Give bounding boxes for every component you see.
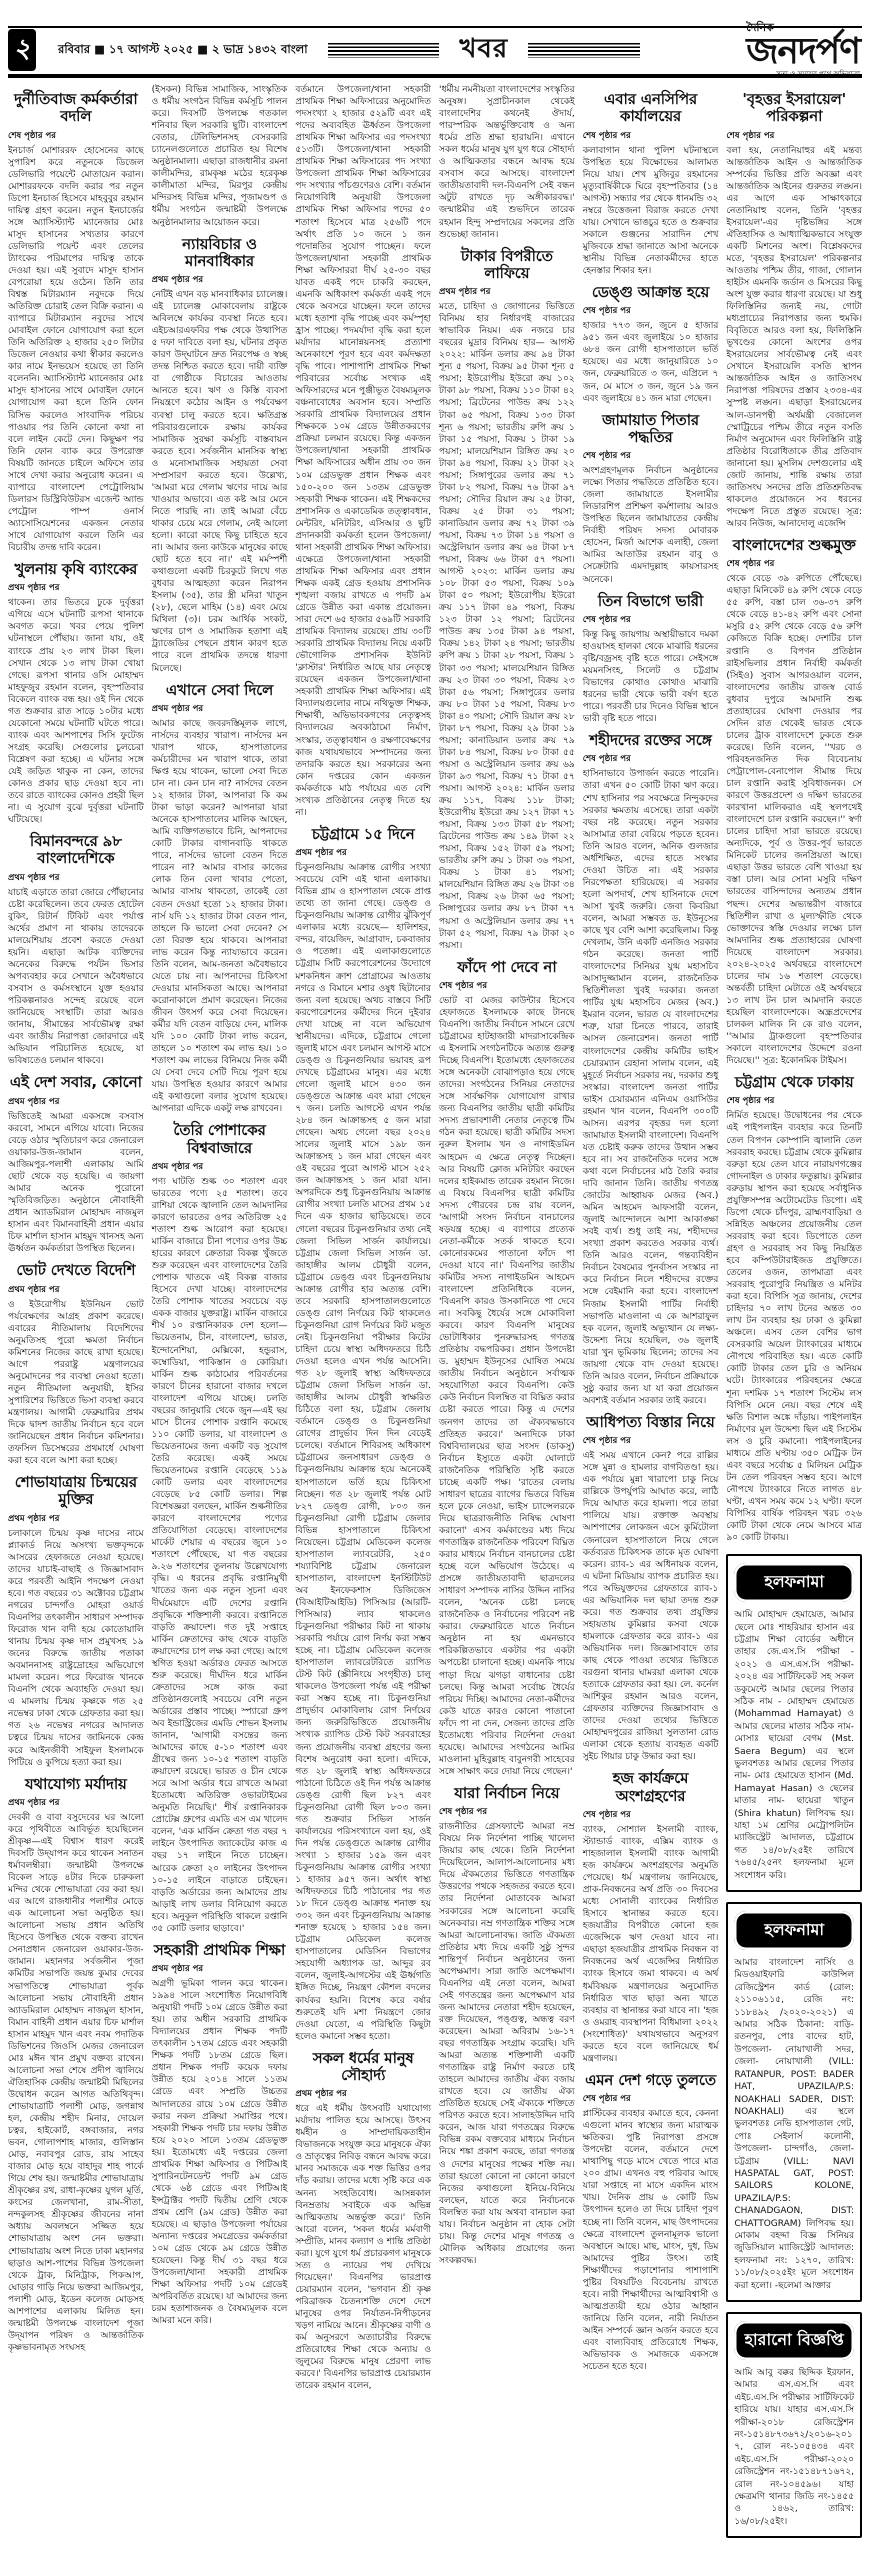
story-body: হাজার ৭৭৩ জন, জুনে ৫ হাজার ৯৫১ জন এবং জুলাইয়ে ১০ হাজার ৬৮৪ জন রোগী হাসপাতালে ভর্তি হয়েছে। এর মধ্যে জানুয়ারিতে ১০ জন, ফেব্রুয়ারিতে ৩ জন, এপ্রিলে ৭ জন, মে মাসে ৩ জন, জুনে ১৯ জন এবং জুলাইয়ে ৪১ জন মারা গেছেন।	[582, 321, 719, 404]
story-body: দেবকী ও বাবা বসুদেবের ঘর আলো করে পৃথিবীতে আবির্ভূত হয়েছিলেন শ্রীকৃষ্ণ—এই বিশ্বাস ধারণ করেই দিবসটি উদ্‌যাপন করে থাকেন সনাতন ধর্মাবলম্বীরা। জন্মাষ্টমী উপলক্ষে বিকেল সাড়ে ৪টার দিকে চারুকলা মন্দির থেকে শোভাযাত্রা বের করা হয়। এর আগে রাজধানীর পলাশীর মোড়ে এক আলোচনা সভা অনুষ্ঠিত হয়। আলোচনা সভায় প্রধান অতিথি হিসেবে উপস্থিত থেকে বক্তব্য রাখেন সেনাপ্রধান জেনারেল ওয়াকার-উজ-জামান। মহানগর সর্বজনীন পূজা কমিটির সভাপতি জয়ন্ত কুমার দেবের সভাপতিত্বে শোভাযাত্রা পূর্বক আলোচনা সভায় নৌবাহিনী প্রধান অ্যাডমিরাল মোহাম্মদ নাজমুল হাসান, বিমান বাহিনী প্রধান এয়ার চিফ মার্শাল হাসান মাহমুদ খান এবং নবম পদাতিক ডিভিশনের জিওসি মেজর জেনারেল মোঃ মঈন খান প্রমুখ বক্তব্য রাখেন। আলোচনা সভা শেষে প্রদীপ জ্বালিয়ে ঐতিহাসিক কেন্দ্রীয় জন্মাষ্টমী মিছিলের উদ্বোধন করেন আগত অতিথিবৃন্দ। শোভাযাত্রাটি পলাশী মোড়, জগন্নাথ হল, কেন্দ্রীয় শহীদ মিনার, দোয়েল চত্বর, হাইকোর্ট, বঙ্গবাজার, নগর ভবন, গোলাপশাহ মাজার, গুলিস্তান মোড়, নবাবপুর রোড, রায় সাহেব বাজার মোড় হয়ে বাহাদুর শাহ পার্কে গিয়ে শেষ হয়। জন্মাষ্টমীর শোভাযাত্রায় শ্রীকৃষ্ণের রথ, রাধা-কৃষ্ণের যুগল মূর্তি, কংসের জেলখানা, রাম-সীতা, নন্দকুলসহ শ্রীকৃষ্ণের জীবনের নানা অধ্যায় অবলম্বনে সজ্জিত হয়ে শোভাযাত্রায় অংশ নেন ভক্তরা। শোভাযাত্রায় অংশ নিতে ঢাকা মহানগর ছাড়াও আশ-পাশের বিভিন্ন উপজেলা থেকে ট্রাক, মিনিট্রাক, পিকআপ, ঘোড়ার গাড়ি নিয়ে ভক্তরা আজিমপুর, পলাশী মোড়, ইডেন কলেজ মোড়সহ আশপাশের এলাকায় মিলিত হন। জন্মাষ্টমী উপলক্ষে বাংলাদেশ পূজা উদ্‌যাপন পরিষদ ও আন্তর্জাতিক কৃষ্ণভাবনামৃত সংঘসহ	[8, 1812, 144, 2353]
story	[8, 1776, 144, 2354]
notice-title: হলফনামা	[734, 1563, 854, 1602]
page-header	[8, 21, 862, 78]
story-dateline: প্রথম পৃষ্ঠার পর	[151, 703, 204, 714]
story-body: প্লাস্টিকের ব্যবহার কমাতে হবে, কেননা এগুলো মানব স্বাস্থ্যের জন্য মারাত্মক ক্ষতিকর। পুষ্টি নিরাপত্তা প্রসঙ্গে উপদেষ্টা বলেন, বর্তমানে দেশে মাথাপিছু গড়ে মাসে খেতে পারে মাত্র ২০০ গ্রাম। এখনও বহু পরিবার আছে যারা সপ্তাহে না মাসে একদিন মাংস খায়। দৈনিক প্রায় ৬ কোটি ডিম উৎপাদন হলেও তা দিয়ে চাহিদা পূরণ হচ্ছে না। তিনি বলেন, মাছ উৎপাদনের ক্ষেত্রে বাংলাদেশ তুলনামূলক ভালো অবস্থানে আছে। মাছ, মাংস, দুধ, ডিম আমাদের পুষ্টির উৎস। তাই শিক্ষার্থীদের পড়াশোনার পাশাপাশি পুষ্টির বিষয়টিও বিবেচনায় রাখতে হবে। নারী শিক্ষার্থীদের আত্মবিশ্বাসী ও আত্মপ্রত্যয়ী হয়ে ওঠার আহ্বান জানিয়ে তিনি বলেন, নারী নির্যাতন আইন সম্পর্কে জ্ঞান অর্জন করতে হবে এবং বাল্যবিবাহ প্রতিরোধে শিক্ষক, অভিভাবক ও সমাজকে একসঙ্গে সচেতন হতে হবে।	[582, 2109, 719, 2373]
story-headline: খুলনায় কৃষি ব্যাংকের	[14, 560, 138, 579]
story	[8, 561, 144, 826]
story-headline: এখানে সেবা দিলে	[165, 680, 274, 699]
story	[583, 91, 719, 277]
column-6	[726, 84, 862, 2538]
story-body: হাসিনাভাবে উপার্জন করতে পারেনি। তারা এখন ৫০ কোটি টাকা ঋণ করে। শেখ হাসিনার পর সবক্ষেত্রে নিন্দুকদের সরকার ক্ষমতায় এসেছে। তারা একটা বছর নষ্ট করেছে। নতুন সরকার আসামাত্র তারা বেরিয়ে পড়তে হবেন। তিনি আরও বলেন, অনিক গুলজার অর্ধশিক্ষিত, এদের হাতে সংস্কার দেওয়া উচিত না। এই সরকার নিরপেক্ষতা হারিয়েছে। এ সরকার হলো অপদার্থ, শেখ হাসিনাকে দেশে আসা খুবই জরুরি। জেবা কিবরিয়া বলেন, আমরা সম্ভবত ড. ইউনূসের কাছে খুব বেশি আশা করেছিলাম। কিন্তু দেখলাম, উনি একটি এনজিও সরকার গঠন করেছে। জনতা পার্টি বাংলাদেশের সিনিয়র যুগ্ম মহাসচিব আসাদুজ্জামান বলেন, রাজনৈতিক স্থিতিশীলতা খুবই দরকার। জনতা পার্টির যুগ্ম মহাসচিব মেজর (অব.) ইমরান বলেন, ভারত যে বাংলাদেশের শত্রু, যারা চিনতে পারবে, তারাই আসল জেনারেশন। জনতা পার্টি বাংলাদেশের কেন্দ্রীয় কমিটির ভাইস চেয়ারম্যান রেহানা সালাম বলেন, এই মুহূর্তে নির্বাচন সরকার নয়, দরকার শুধু সংস্কার। বাংলাদেশ জনতা পার্টির ভাইস চেয়ারম্যান এনিএম ওয়াসিউর রহমান খান বলেন, বিএনপি ৩০০টি আসন। এরপর বৃহত্তর দল হলো জামায়াত ইসলামী বাংলাদেশ। বিএনপি যত চেষ্টাই করুক তাদের উত্থান সম্ভব হবে না। সব রাজনৈতিক দলের সঙ্গে কথা বলে নির্বাচনের মাঠ তৈরি করার দাবি জানান তিনি। জাতীয় গণতন্ত্র জোটের আহ্বায়ক মেজর (অব.) অমিন আহমেদ আফসারী বলেন, জুলাই আন্দোলনে আশা আকাঙ্ক্ষা সবই ব্যর্থ। শুধু তাই নয়, শহীদদের সংখ্যা প্রকাশ করতেও সরকার ব্যর্থ। তিনি আরও বলেন, গন্তব্যবিহীন নির্বাচন বৈষম্যের পুনর্বাসন সংস্কার না করে নির্বাচন নিলে শহীদদের রক্তের সঙ্গে বেইমানি করা হবে। বাংলাদেশ নিজাম ইসলামী পার্টির নির্বাহী সভাপতি মাওলানা এ কে আশরাফুল হক বলেন, জুলাই অভ্যুত্থান যে লক্ষ্য-উদ্দেশ্য নিয়ে হয়েছিল, ৩৬ জুলাই যারা খুন ভূমিকায় ছিলেন; তাদের সব জায়গা থেকে বাদ দেওয়া হয়েছে। তিনি আরও বলেন, নির্বাচন প্রক্রিয়াকে সুষ্ঠু করার জন্য যা যা করা প্রয়োজন অবশ্যই বর্তমান সরকার তাই করবে।	[582, 769, 719, 1406]
story	[726, 91, 862, 530]
story-dateline: শেষ পৃষ্ঠার পর	[582, 1809, 631, 1820]
story	[439, 1785, 575, 2267]
story	[8, 1474, 144, 1768]
story-body: নেটিই এখন বড় মানবাধিকার চ্যালেঞ্জ। এই চ্যালেঞ্জ মোকাবেলায় রাষ্ট্রকে অবিলম্বে কার্যকর ব্যবস্থা নিতে হবে। এইচআরএফবির পক্ষ থেকে উত্থাপিত ৫ দফা দাবিতে বলা হয়, ঘটনার প্রকৃত কারণ উদ্‌ঘাটনে দ্রুত নিরপেক্ষ ও স্বচ্ছ তদন্ত নিশ্চিত করতে হবে। দায়ী ব্যক্তি বা গোষ্ঠীকে বিচারের আওতায় আনতে হবে। ঋণ ও কিস্তি ব্যবসা নিয়ন্ত্রণে কঠোর আইন ও পর্যবেক্ষণ ব্যবস্থা চালু করতে হবে। ক্ষতিগ্রস্ত পরিবারগুলোকে রক্ষায় কার্যকর সামাজিক সুরক্ষা কর্মসূচি বাস্তবায়ন করতে হবে। সর্বজনীন মানসিক স্বাস্থ্য ও মনোসামাজিক সহায়তা সেবা সম্প্রসারণ করতে হবে। উল্লেখ্য, 'আমরা মরে গেলাম ঋণের দায়ে আর খাওয়ার অভাবে। এত কষ্ট আর মেনে নিতে পারছি না। তাই আমরা বেঁচে থাকার চেয়ে মরে গেলাম, নেই আলো হলো। কারো কাছে কিছু চাহিতে হবে না। আমার জন্য কাউকে মানুষের কাছে ছোট হতে হবে না।' এই মর্মস্পর্শী কথাগুলো একটি চিরকুটে লিখে গত বুধবার আত্মহত্যা করেন নিরাপন ইসলাম (৩৫), তার স্ত্রী মনিরা খাতুন (২৮), ছেলে মাহিম (১৪) এবং মেয়ে মিথিলা (৩)। চরম আর্থিক সংকট, ঋণের চাপ ও সামাজিক হতাশা এই ট্র্যাজেডির পেছনে প্রধান কারণ হতে পারে বলে প্রাথমিক তদন্তে ধারণা মিলেছে।	[151, 290, 288, 674]
story-body: কিন্তু কিছু জায়গায় অস্থায়ীভাবে দমকা হাওয়াসহ হালকা থেকে মাঝারি ধরনের বৃষ্টি/বজ্রসহ বৃষ্টি হতে পারে। সেইসঙ্গে ময়মনসিংহ, সিলেট ও চট্টগ্রাম বিভাগের কোথাও কোথাও মাঝারি ধরনের ভারী থেকে ভারী বর্ষণ হতে পারে। পরবর্তী চার দিনেও বিভিন্ন স্থানে ভারী বৃষ্টি হতে পারে।	[582, 629, 719, 725]
story-continuation	[439, 84, 575, 241]
story	[152, 1122, 288, 1934]
story	[583, 2072, 719, 2373]
story	[439, 248, 575, 952]
story-dateline: শেষ পৃষ্ঠার পর	[582, 306, 631, 317]
story	[583, 284, 719, 405]
newspaper-logo	[660, 22, 862, 78]
story	[8, 1262, 144, 1467]
story-body: ও ইউরোপীয় ইউনিয়ন ভোট পর্যবেক্ষণের আগ্রহ প্রকাশ করেছে। এবারের নীতিমালায় বিদেশিদের অনুমতিসহ পুরো ক্ষমতা নির্বাচন কমিশনের নিজের কাছে রাখা হয়েছে। আগে পররাষ্ট্র মন্ত্রণালয়ের অনুমোদনের পর ব্যবস্থা নেওয়া হতো। নতুন নীতিমালা অনুযায়ী, ইসির সুপারিশের ভিত্তিতে ভিসা ব্যবস্থা করবে মন্ত্রণালয়। আগামী ফেব্রুয়ারির প্রথম দিকে দ্বাদশ জাতীয় নির্বাচন হবে বলে জানিয়েছেন প্রধান নির্বাচন কমিশনার। তফসিল ডিসেম্বরের প্রথমার্ধে ঘোষণা করা হবে বলে আশা করা হচ্ছে।	[8, 1299, 144, 1467]
story-dateline: শেষ পৃষ্ঠার পর	[582, 451, 631, 462]
column-4	[439, 84, 575, 2273]
story-headline: জামায়াত পিতার পদ্ধতির	[602, 410, 699, 446]
story-headline: এবার এনসিপির কার্যালয়ের	[603, 90, 698, 126]
story-headline: সকল ধর্মের মানুষ সৌহার্দ্য	[312, 2048, 414, 2084]
story	[726, 537, 862, 1067]
story-headline: যারা নির্বাচন নিয়ে	[454, 1783, 560, 1802]
line-ornament-right	[528, 43, 640, 58]
story-headline: দুর্নীতিবাজ কর্মকর্তারা বদলি	[14, 90, 138, 126]
story-body: পণ্য ঘাটতি শুল্ক ৩০ শতাংশ এবং ভারতের পণ্যে ২৫ শতাংশ। তবে রাশিয়া থেকে জ্বালানি তেল আমদানির কারণে ভারতের ওপর অতিরিক্ত ২৫ শতাংশ শুল্ক আরোপ করা হয়েছে। মার্কিন বাজারে চীনা পণ্যের ওপর উচ্চ হারের কারণে ক্রেতারা বিকল্প খুঁজতে শুরু করেছেন এবং বাংলাদেশের তৈরি পোশাক খাতকে এই বিকল্প বাজার হিসেবে দেখা যাচ্ছে। বাংলাদেশের তৈরি পোশাক খাতের সবচেয়ে বড় একক বাজার যুক্তরাষ্ট্র। মার্কিন বাজারে শীর্ষ ১০ রপ্তানিকারক দেশ হলো—ভিয়েতনাম, চীন, বাংলাদেশ, ভারত, ইন্দোনেশিয়া, মেক্সিকো, হন্ডুরাস, কম্বোডিয়া, পাকিস্তান ও কোরিয়া। মার্কিন শুল্ক কাঠামোর পরিবর্তনের কারণে চীনের হারানো বাজার দখলে বাংলাদেশ এগিয়ে যাচ্ছে। চলতি বছরের জানুয়ারি থেকে জুন—এই ছয় মাসে চীনের পোশাক রপ্তানি কমেছে ১১০ কোটি ডলার, যা বাংলাদেশ ও ভিয়েতনামের জন্য একটি বড় সুযোগ তৈরি করেছে। একই সময়ে ভিয়েতনামের রপ্তানি বেড়েছে ১১৯ কোটি ডলার এবং বাংলাদেশের বেড়েছে ৮৫ কোটি ডলার। শিল্প বিশেষজ্ঞরা বলছেন, মার্কিন শুল্কনীতির কারণে বাংলাদেশের পণ্যের প্রতিযোগিতা বেড়েছে। বাংলাদেশের মার্কেট শেয়ার এ বছরের জুনে ১০ শতাংশে পৌঁছেছে, যা গত বছরের ৯.২৬ শতাংশের তুলনায় উল্লেখযোগ্য বৃদ্ধি। এ ধরনের প্রবৃদ্ধি রপ্তানিমুখী খাতের জন্য এক নতুন সূচনা এবং দীর্ঘমেয়াদে এটি দেশের রপ্তানি প্রবৃদ্ধিকে শক্তিশালী করবে। রপ্তানিতে বাড়তি ক্রয়াদেশ। গত দুই সপ্তাহে মার্কিন ক্রেতাদের কাছ থেকে বাড়তি ক্রয়াদেশের চাপ লক্ষ করা গেছে। আগে স্থগিত হওয়া অর্ডারও ফেরত আসতে শুরু করেছে। দীর্ঘদিন ধরে মার্কিন ক্রেতাদের সঙ্গে কাজ করা প্রতিষ্ঠানগুলোই সবচেয়ে বেশি নতুন অর্ডারের প্রস্তাব পাচ্ছে। স্প্যারো গ্রুপ অব ইন্ডাস্ট্রিজের এমডি শোভন ইসলাম জানান, 'আগামী বসন্তের জন্য আমাদের কাছে ৫-১০ শতাংশ এবং গ্রীষ্মের জন্য ১০-১৫ শতাংশ বাড়তি ক্রয়াদেশ রয়েছে। ভারত ও চীন থেকে সরে আসা অর্ডার ধরে রাখতে আমরা ইতোমধ্যে অতিরিক্ত ওভারটাইমের অনুমতি নিয়েছি।' শীর্ষ রপ্তানিকারক প্রোটেক্স গ্রুপের এমডি এস এম খালেদ বলেন, 'এক মার্কিন ক্রেতা গত বছর ৭ লাইনে উৎপাদিত জ্যাকেটের কাজ এ বছর ১৭ লাইনে নিতে চাচ্ছেন। আরেক ক্রেতা ২০ লাইনের উৎপাদন ১০-১৫ লাইনে বাড়াতে চাইছেন। বাড়তি অর্ডারের জন্য আমাদের প্রায় আড়াই লাখ ডলার বিনিয়োগ করতে হবে। অনুকূল পরিস্থিতি থাকলে রপ্তানি ৩৫ কোটি ডলার ছাড়াবে।'	[151, 1176, 288, 1934]
story	[583, 593, 719, 726]
story-body: ভিত্তিতেই আমরা একসঙ্গে বসবাস করবো, সামনে এগিয়ে যাবো। নিজের বেড়ে ওঠার স্মৃতিচারণ করে জেনারেল ওয়াকার-উজ-জামান বলেন, আজিমপুর-পলাশী এলাকায় আমি ছোট থেকে বড় হয়েছি। এ জায়গা আমার অনেক পুরোনো স্মৃতিবিজড়িত। অনুষ্ঠানে নৌবাহিনী প্রধান অ্যাডমিরাল মোহাম্মদ নাজমুল হাসান এবং বিমানবাহিনী প্রধান এয়ার চিফ মার্শাল হাসান মাহমুদ খানসহ অন্য ঊর্ধ্বতন কর্মকর্তারা উপস্থিত ছিলেন।	[8, 1111, 144, 1255]
story-dateline: শেষ পৃষ্ঠার পর	[582, 130, 631, 141]
notice-title: হারানো বিজ্ঞপ্তি	[734, 2321, 854, 2360]
story-dateline: প্রথম পৃষ্ঠার পর	[8, 1096, 60, 1107]
story-headline: চট্টগ্রাম থেকে ঢাকায়	[734, 1073, 854, 1092]
story-headline: ভোট দেখতে বিদেশি	[16, 1261, 136, 1280]
story-dateline: প্রথম পৃষ্ঠার পর	[8, 872, 60, 883]
story-dateline: প্রথম পৃষ্ঠার পর	[151, 275, 204, 286]
story-body: 'ধর্মীয় নমনীয়তা বাংলাদেশের সংস্কৃতির অনুষঙ্গ। সুপ্রাচীনকাল থেকেই বাংলাদেশির কথনেই ঔদার্য, পারস্পরিক অন্তর্ভুক্তিবোধ ও অন্য ধর্মের প্রতি শ্রদ্ধা হারায়নি। এখানে সকল ধর্মের মানুষ যুগ যুগ ধরে সৌহার্দ্য ও আত্মিকতার বন্ধনে আবদ্ধ হয়ে বসবাস করে আসছে। বাংলাদেশ জাতীয়তাবাদী দল-বিএনপি সেই বন্ধন অটুট রাখতে দৃঢ় অঙ্গীকারবদ্ধ।' জন্মাষ্টমীর এই শুভদিনে তারেক রহমান হিন্দু সম্প্রদায়ের সকলের প্রতি শুভেচ্ছা জানান।	[439, 85, 575, 240]
story-body: আমার কাছে জবরদস্তিমূলক লাগে, নার্সদের ব্যবহার খারাপ। নার্সদের মন খারাপ থাকে, হাসপাতালের কর্মচারীদের মন খারাপ থাকে, তারা ক্ষিপ্ত হয়ে থাকেন, ভালো সেবা দিতে চান না। কেন চান না? নার্সদের বেতন ১২ হাজার টাকা, আপনারা কি কম টাকা ভাড়া করেন? আপনারা যারা অনেকে হাসপাতালের মালিক আছেন, আমি ব্যক্তিগতভাবে চিনি, আপনাদের কোটি টাকার বাগানবাড়ি থাকতে পারে, নার্সদের ভালো বেতন দিতে পারেন না? আমার বাসার কাজের লোক তিন বেলা খাবার পেতো, আমার বাসায় থাকতো, তাকেই তো বেতন দেওয়া হতো ১২ হাজার টাকা। নার্স যদি ১২ হাজার টাকা বেতন পান, তাহলে কি ভালো সেবা দেবেন? সে তো বিরক্ত হয়ে থাকবে। আপনারা লাভ করেন কিন্তু ন্যায্যভাবে করেন। তিনি বলেন, আম-জনতা অবৈধভাবে যেতে চায় না। আপনাদের চিকিৎসা দেওয়ার মানসিকতা আছে। আপনারা করোনাকালে প্রমাণ করেছেন। নিজের জীবন উৎসর্গ করে সেবা দিয়েছেন। কর্মীর যদি বেতন বাড়িয়ে দেন, মালিক যদি ১০০ কোটি টাকা লাভ করেন, তাহলে ১০ শতাংশ কম লাভ হয়। ১০ শতাংশ কম লাভের বিনিময়ে নিজ কর্মী যে সেবা দেবে সেটি দিয়ে পূরণ হয়ে যায়। উপস্থিত হওয়ার কারণে আমার এই কথাগুলো বলার সুযোগ হয়েছে। আপনারা এদিকে একটু লক্ষ রাখবেন।	[151, 718, 288, 1115]
column-2	[152, 84, 288, 2333]
affidavit-notice-box	[726, 1554, 862, 1892]
story-dateline: শেষ পৃষ্ঠার পর	[8, 130, 56, 141]
story-headline: যথাযোগ্য মর্যাদায়	[24, 1774, 127, 1793]
story-body: ধরে এই ধর্মীয় উৎসবটি যথাযোগ্য মর্যাদায় পালিত হয়ে আসছে। উৎসব ধর্মহীন ও সাম্প্রদায়িকতাহীন বিভাজনকে সংযুক্ত করে মানুষকে ঐক্য ও ভ্রাতৃত্বের নিবিড় বন্ধনে আবদ্ধ করে। মানব সমাজকে এক শক্ত ভিত্তির ওপর দাঁড় করায়। তাদের মধ্যে সৃষ্টি করে এক অনন্য সংহতিবোধ। আসন্নকাল বিনম্রতায় সবাইকে এক অভিন্ন আত্মিকতায় অন্তর্ভুক্ত করে।' তিনি আরো বলেন, 'সকল ধর্মের মর্মবাণী সম্প্রীতি, মানব কল্যাণ ও শান্তি প্রতিষ্ঠা করা। যুগে যুগে ধর্ম প্রচারকগণ মানুষকে সত্য ও ন্যায়ের পথ দেখিয়ে গিয়েছেন।' বিএনপির ভারপ্রাপ্ত চেয়ারম্যান বলেন, 'ভগবান শ্রী কৃষ্ণ পরিব্রাজক চৈতন্যশক্তি দেশে দেশে মানুষের ওপর নির্যাতন-নিপীড়নের খড়গ নামিয়ে আনে। শ্রীকৃষ্ণের বাণী ও কর্ম অনুসরণে অত্যাচারীর বিরুদ্ধে প্রতিরোধের শিক্ষা থেকে অন্যায় ও জুলুমের বিরুদ্ধে মানুষ প্রেরণা লাভ করবে।' বিএনপির ভারপ্রাপ্ত চেয়ারম্যান তারেক রহমান বলেন,	[295, 2104, 432, 2392]
story	[295, 826, 431, 2043]
story-dateline: শেষ পৃষ্ঠার পর	[726, 1096, 775, 1107]
story	[583, 732, 719, 1407]
story-dateline: শেষ পৃষ্ঠার পর	[582, 754, 631, 765]
logo-tagline: সত্য ও সময়ের পথে অভিযাত্রা	[776, 70, 861, 78]
story-headline: ডেঙ্গু আক্রান্ত হয়ে	[591, 283, 710, 302]
story-headline: তৈরি পোশাকের বিশ্ববাজারে	[173, 1121, 266, 1157]
notice-body: আমার বাংলাদেশ নার্সিং ও মিডওয়াইফারি কাউন্সিল রেজিস্ট্রেশন কার্ড (রোল: ২১১০৬১১৫, রেজি নং: ১১৮৪৯২ /২০২০-২০২১) এ আমার সঠিক ঠিকানা: বাড়ি- রতনপুর, পোঃ বাদের হাট, উপজেলা- নোয়াখালী সদর, জেলা- নোয়াখালী (VILL: RATANPUR, POST: BADER HAT, UPAZILA/P.S: NOAKHALI SADER, DIST: NOAKHALI) এর স্থলে ভুলবশতঃ নেভি হাসপাতাল গেট, পোঃ সেইলার্স কলোনী, উপজেলা- চান্দগাঁও, জেলা- চট্টগ্রাম (VILL: NAVI HASPATAL GAT, POST: SAILORS KOLONE, UPAZILA/P.S: CHANADGAON, DIST: CHATTOGRAM) লিপিবদ্ধ হয়। মোকাম বহদ্দা বিজ্ঞ সিনিয়র জুডিসিয়াল ম্যাজিস্ট্রেট আদালত: হলফনামা নং: ১২৭০, তারিখ: ১১/০৮/২০২৫ইং মূলে সংশোধন করা হলো। -ছলেমা আক্তার	[734, 1958, 855, 2291]
line-ornament-left	[328, 43, 440, 58]
affidavit-notice-box	[726, 1902, 862, 2302]
story-headline: শোভাযাত্রায় চিন্ময়ের মুক্তির	[14, 1473, 137, 1509]
story-body: অংশগ্রহণমূলক নির্বাচন অনুষ্ঠানের লক্ষ্যে পিতার পদ্ধতিতে প্রতিষ্ঠিত হবে। জেলা জামায়াতে ইসলামীর লিডারশিপ প্রশিক্ষণ কর্মশালায় আরও উপস্থিত ছিলেন জামায়াতের কেন্দ্রীয় নির্বাহী পরিষদ সদস্য মোবারক হোসেন, মির্জা আশেক এলাহী, জেলা আমির আতাউর রহমান বাবু ও সেক্রেটারি এমদাদুল্লাহ কায়সারসহ অনেকে।	[582, 466, 719, 585]
story-dateline: শেষ পৃষ্ঠার পর	[582, 614, 631, 625]
column-3	[295, 84, 431, 2398]
story-body: ব্যাংক, সোশ্যাল ইসলামী ব্যাংক, স্ট্যান্ডার্ড ব্যাংক, এক্সিম ব্যাংক ও শাহজালাল ইসলামী ব্যাংক আগামী হজ কার্যক্রমে অংশগ্রহণের অনুমতি পেয়েছে। ধর্ম মন্ত্রণালয় জানিয়েছে, প্রাক-নিবন্ধনের অর্থ প্রতি ৩০ দিবসের মধ্যে সোনালী ব্যাংকের নির্ধারিত হিসাবে স্থানান্তর করতে হবে। হজযাত্রীর বিপরীতে কোনো হজ এজেন্সিকে ঋণ দেওয়া যাবে না। এছাড়া হজযাত্রীর প্রাথমিক নিবন্ধন বা নিবন্ধনের অর্থ এজেন্সির নির্ধারিত ব্যাংক হিসাবে জমা থাকবে। এ অর্থ ধর্মবিষয়ক মন্ত্রণালয়ের অনুমোদিত নির্ধারিত খাত ছাড়া অন্য খাতে ব্যবহার বা স্থানান্তর করা যাবে না। 'হজ ও ওমরাহ ব্যবস্থাপনা বিধিমালা ২০২২ (সংশোধিত)' যথাযথভাবে অনুসরণ করতে হবে বলে জানিয়েছে ধর্ম মন্ত্রণালয়।	[582, 1824, 719, 2064]
story-dateline: প্রথম পৃষ্ঠার পর	[151, 1161, 204, 1172]
notice-title: হলফনামা	[734, 1911, 854, 1950]
story-body: বলা হয়, নেতানিয়াহুর এই মন্তব্য আন্তর্জাতিক আইন ও আন্তর্জাতিক সম্পর্কের ভিত্তির প্রতি অবজ্ঞা এবং আন্তর্জাতিক আইনের গুরুতর লঙ্ঘন। এর আগে এক সাক্ষাৎকারে নেতানিয়াহু বলেন, তিনি 'বৃহত্তর ইসরায়েল'-এর দৃষ্টিভঙ্গির সঙ্গে ঐতিহাসিক ও আধ্যাত্মিকভাবে সংযুক্ত একটি মিশনের অংশ। বিশ্লেষকদের মতে, 'বৃহত্তর ইসরায়েল' পরিকল্পনার আওতায় পশ্চিম তীর, গাজা, গোলান হাইটস এমনকি জর্ডান ও মিসরের কিছু অংশ যুক্ত করার ধারণা রয়েছে। যা শুধু ফিলিস্তিনির জন্যই নয়, গোটা মধ্যপ্রাচ্যের নিরাপত্তার জন্য হুমকি। বিবৃতিতে আরও বলা হয়, ফিলিস্তিনি ভূখণ্ডের কোনো অংশের ওপর ইসরায়েলের সার্বভৌমত্ব নেই এবং সেখানে ইসরায়েলি বসতি স্থাপন আন্তর্জাতিক আইন ও জাতিসংঘ নিরাপত্তা পরিষদের প্রস্তাব ২৩৩৪-এর সুস্পষ্ট লঙ্ঘন। এছাড়া ইসরায়েলের আল-ডানপন্থী অর্থমন্ত্রী বেজালেল স্মোট্রিচের পশ্চিম তীরে নতুন বসতি নির্মাণ অনুমোদন এবং ফিলিস্তিনি রাষ্ট্র প্রতিষ্ঠার বিরোধিতাকে তীব্র প্রতিবাদ জানানো হয়। মুসলিম দেশগুলোর এই জোট জানায়, শান্তি রক্ষায় তারা জাতিসংঘ সনদের প্রতি প্রতিশ্রুতিবদ্ধ থাকলেও প্রয়োজনে সব ধরনের পদক্ষেপ নিতে প্রস্তুত রয়েছে। সূত্র: আরব নিউজ, আনাদোলু এজেন্সি	[726, 145, 863, 529]
story-dateline: প্রথম পৃষ্ঠার পর	[295, 2089, 347, 2100]
story-headline: এমন দেশ গড়ে তুলতে	[585, 2070, 716, 2089]
story-dateline: শেষ পৃষ্ঠার পর	[582, 1436, 631, 1447]
story	[583, 412, 719, 586]
story-dateline: শেষ পৃষ্ঠার পর	[726, 559, 775, 570]
section-title: খবর	[459, 34, 509, 64]
story-headline: টাকার বিপরীতে লাফিয়ে	[460, 246, 553, 282]
story-headline: বিমানবন্দরে ৯৮ বাংলাদেশিকে	[29, 832, 122, 868]
story	[583, 1414, 719, 1763]
story-headline: তিন বিভাগে ভারী	[597, 591, 704, 610]
story-headline: আধিপত্য বিস্তার নিয়ে	[586, 1412, 715, 1431]
story-body: রাজনীতির গ্রেসফ্যান্টে আমরা নম্র বিষয়ে নিক নির্দেশনা পাচ্ছি খালেদা জিয়ার কাছ থেকে। তিনি নির্দেশনা দিয়েছিলেন, আলাপ-আলোচনার মধ্য দিয়ে ঐকমত্যের ভিত্তিতে গণতান্ত্রিক উত্তরণের পথকে সহজতর করতে হবে। তার নির্দেশনা মোতাবেক আমরা সরকারের সঙ্গে আলোচনা করেছি অনেকবার। নম্র গণতান্ত্রিক শক্তির সঙ্গে আমরা আলোচনাবদ্ধ। জাতি ঐকমত্য প্রতিষ্ঠার মধ্য দিয়ে একটি সুষ্ঠু সুন্দর শান্তিপূর্ণ নির্বাচন অনুষ্ঠানের জন্য অপেক্ষমাণ। সারা জাতি অপেক্ষমাণ। বিএনপির এই নেতা বলেন, আমরা সেই গণতন্ত্রের জন্য অপেক্ষমাণ যার জন্য আমাদের নেতারা শহীদ হয়েছেন, রক্ত দিয়েছেন, পঙ্গুত্ব, অন্ধত্ব বরণ করেছেন। আমরা অবিরাম ১৬-১৭ বছর গণতান্ত্রিক সংগ্রাম করেছি। যদি আমরা অত্যন্ত শক্তিশালী একটি গণতান্ত্রিক রাষ্ট্র নির্মাণ করতে চাই তাহলে আমাদের জাতীয় ঐক্য বজায় রাখতে হবে। যে জাতীয় ঐক্য প্রতিষ্ঠিত হয়েছে সেই ঐক্যকে শক্তিতে পরিণত করতে হবে। সালাহউদ্দিন দাবি করেন, আজ যারা গণতন্ত্রের বিরুদ্ধে বিভিন্ন রকম বক্তব্যের মাধ্যমে নির্বাচন নিয়ে শঙ্কা প্রকাশ করছে, তারা গণতন্ত্র ও দেশের মানুষের পক্ষের শক্তি নয়। তারা হয়তো কোনো না কোনো কারণে নিজের কথাগুলো ইনিয়ে-বিনিয়ে বলছেন, যাতে করে নির্বাচনকে বিলম্বিত করা যায় অথবা বানচাল করা যায়। নির্বাচন অনুষ্ঠান না হোক সেটা চায়। কিন্তু দেশের মানুষ গণতন্ত্র ও মৌলিক অধিকার প্রয়োগের জন্য সংকল্পবদ্ধ।	[439, 1822, 575, 2266]
story-body: (ইসকন) বিভিন্ন সামাজিক, সাংস্কৃতিক ও ধর্মীয় সংগঠন বিভিন্ন কর্মসূচি পালন করে। দিবসটি উপলক্ষে গতকাল শনিবার ছিল সরকারি ছুটি। বাংলাদেশ বেতার, টেলিভিশনসহ বেসরকারি চ্যানেলগুলোতে প্রচারিত হয় বিশেষ অনুষ্ঠানমালা। এছাড়া রাজধানীর রমনা কালীমন্দির, রামকৃষ্ণ মঠের হরেকৃষ্ণ কালীমাতা মন্দির, মিরপুর কেন্দ্রীয় মন্দিরসহ বিভিন্ন মন্দির, পূজামণ্ডপ ও ধর্মীয় সংগঠন জন্মাষ্টমী উপলক্ষে অনুষ্ঠানমালার আয়োজন করে।	[151, 85, 288, 228]
story-body: বর্তমানে উপজেলা/থানা সহকারী প্রাথমিক শিক্ষা অফিসারের অনুমোদিত পদসংখ্যা ২ হাজার ৫২৯টি এবং এই পদের অব্যবহিত ঊর্ধ্বতন উপজেলা প্রাথমিক শিক্ষা অফিসার এর পদসংখ্যা ৫১৩টি। উপজেলা/থানা সহকারী প্রাথমিক শিক্ষা অফিসারের পদ সংখ্যা উপজেলা প্রাথমিক শিক্ষা অফিসারের পদ সংখ্যার পাঁচগুণেরও বেশি। বর্তমান নিয়োগবিধি অনুযায়ী উপজেলা প্রাথমিক শিক্ষা অফিসার পদের ৫০ শতাংশ হিসেবে মাত্র ২৫৬টি পদে অর্থাৎ প্রতি ১০ জনে ১ জন পদোন্নতির সুযোগ পাচ্ছেন। ফলে উপজেলা/থানা সহকারী প্রাথমিক শিক্ষা অফিসাররা দীর্ঘ ২৫-৩০ বছর যাবত একই পদে চাকরি করছেন, এমনকি অধিকাংশ কর্মকর্তা একই পদে থেকে অবসরে যাচ্ছেন। ফলে তাদের মধ্যে হতাশা বৃদ্ধি পাচ্ছে এবং কর্মস্পৃহা হ্রাস পাচ্ছে। পদমর্যাদা বৃদ্ধি করা হলে মর্যাদার মানোন্নয়নসহ প্রত্যাশা অনেকাংশে পূরণ হবে এবং কর্মদক্ষতা বৃদ্ধি পাবে। পাশাপাশি প্রাথমিক শিক্ষা পরিবারের সর্বোচ্চ সংখ্যক এই অফিসারদের মনে পুঞ্জীভূত বৈষম্যমূলক বঞ্চনাবোধের অবসান হবে। সম্প্রতি সরকারি প্রাথমিক বিদ্যালয়ের প্রধান শিক্ষককে ১০ম গ্রেডে উন্নীতকরণের প্রক্রিয়া চলমান রয়েছে। কিন্তু একজন উপজেলা/থানা সহকারী প্রাথমিক শিক্ষা অফিসারের অধীন প্রায় ৩০ জন ১০ম গ্রেডভুক্ত প্রধান শিক্ষক এবং ১৫০-২০০ জন ১৩তম গ্রেডভুক্ত সহকারী শিক্ষক থাকেন। এই শিক্ষকদের প্রশাসনিক ও একাডেমিক তত্ত্বাবধান, মেন্টরিং, মনিটরিং, এসিআর ও ছুটি প্রদানকারী কর্মকর্তা হলেন উপজেলা/থানা সহকারী প্রাথমিক শিক্ষা অফিসার। এক্ষেত্রে উপজেলা/থানা সহকারী প্রাথমিক শিক্ষা অফিসার এবং প্রধান শিক্ষক একই গ্রেড হওয়ায় প্রশাসনিক শৃঙ্খলা বজায় রাখতে এ পদটি ৯ম গ্রেডে উন্নীত করা একান্ত প্রয়োজন। সারা দেশে ৬৫ হাজার ৫৬৯টি সরকারি প্রাথমিক বিদ্যালয় রয়েছে। প্রায় ৩০টি সরকারি প্রাথমিক বিদ্যালয় নিয়ে একটি ভৌগোলিক প্রশাসনিক ইউনিট 'ক্লাস্টার' নির্ধারিত আছে যার নেতৃত্বে রয়েছেন একজন উপজেলা/থানা সহকারী প্রাথমিক শিক্ষা অফিসার। এই বিদ্যালয়গুলোর নামে নথিভুক্ত শিক্ষক, শিক্ষার্থী, অভিভাবকগণের নেতৃত্বসহ বিদ্যালয়ের অবকাঠামো নির্মাণ, সংস্কার, তত্ত্বাবধান ও রক্ষণাবেক্ষণের কাজ যথাযথভাবে সম্পাদনের জন্য তদারকি করতে হয়। সরকারের অন্য কোন দপ্তরের কোন একজন কর্মকর্তাকে মাঠ পর্যায়ের এত বেশি সংখ্যক প্রতিষ্ঠানের নেতৃত্ব দিতে হয় না।	[295, 85, 432, 818]
story	[152, 1942, 288, 2328]
story-body: যাচাই এড়াতে তারা জোরে পৌঁছানোর চেষ্টা করেছিলেন। তবে ফেরত হোটেল বুকিং, রিটার্ন টিকিট এবং পর্যাপ্ত অর্থের প্রমাণ না থাকায় তাদেরকে মালয়েশিয়ায় প্রবেশ করতে দেওয়া হয়নি। এছাড়া আটক ব্যক্তিদের অনেকের বিরুদ্ধে পর্যটন ভিসার অপব্যবহার করে সেখানে অবৈধভাবে বসবাস ও কর্মসংস্থানে যুক্ত হওয়ার পরিকল্পনারও সন্দেহ রয়েছে বলে জানিয়েছে সংস্থাটি। তারা আরও জানায়, সীমান্তের সার্বভৌমত্ব রক্ষা এবং জাতীয় নিরাপত্তা জোরদারে এই অভিযান পরিচালিত হয়েছে, যা ভবিষ্যতেও চলমান থাকবে।	[8, 887, 144, 1067]
story-headline: এই দেশ সবার, কোনো	[9, 1073, 142, 1092]
story-body: মতে, চাহিদা ও জোগানের ভিত্তিতে বিনিময় হার নির্ধারণই বাজারের স্বাভাবিক নিয়ম। এক নজরে চার বছরের মুদ্রার বিনিময় হার— আগস্ট ২০২২: মার্কিন ডলার ক্রয় ৯৪ টাকা শূন্য ৫ পয়সা, বিক্রয় ৯৫ টাকা শূন্য ৫ পয়সা; ইউরোপীয় ইউরো ক্রয় ১০২ টাকা ৯৮ পয়সা, বিক্রয় ১১০ টাকা ৪২ পয়সা; ব্রিটেনের পাউন্ড ক্রয় ১২২ টাকা ৬৫ পয়সা, বিক্রয় ১৩৩ টাকা শূন্য ৬ পয়সা; ভারতীয় রুপি ক্রয় ১ টাকা ১৫ পয়সা, বিক্রয় ১ টাকা ১৯ পয়সা; মালয়েশিয়ান রিঙ্গিত ক্রয় ২০ টাকা ৯৪ পয়সা, বিক্রয় ২১ টাকা ২২ পয়সা; সিঙ্গাপুরের ডলার ক্রয় ৭১ টাকা ৮২ পয়সা, বিক্রয় ৭৬ টাকা ৯৭ পয়সা; সৌদির রিয়াল ক্রয় ২৫ টাকা, বিক্রয় ২৫ টাকা ৩১ পয়সা; কানাডিয়ান ডলার ক্রয় ৭২ টাকা ৩৯ পয়সা, বিক্রয় ৭৩ টাকা ১৪ পয়সা ও অস্ট্রেলিয়ান ডলার ক্রয় ৬৪ টাকা ৮৭ পয়সা, বিক্রয় ৬৬ টাকা ৫৭ পয়সা। আগস্ট ২০২৩: মার্কিন ডলার ক্রয় ১০৮ টাকা ৫৩ পয়সা, বিক্রয় ১০৯ টাকা ৫০ পয়সা; ইউরোপীয় ইউরো ক্রয় ১১৭ টাকা ৪৯ পয়সা, বিক্রয় ১২৩ টাকা ১২ পয়সা; ব্রিটেনের পাউন্ড ক্রয় ১৩৫ টাকা ৯৪ পয়সা, বিক্রয় ১৪২ টাকা ২৪ পয়সা; ভারতীয় রুপি ক্রয় ১ টাকা ২৮ পয়সা, বিক্রয় ১ টাকা ৩৩ পয়সা; মালয়েশিয়ান রিঙ্গিত ক্রয় ২৩ টাকা ৩০ পয়সা, বিক্রয় ২৩ টাকা ৫৬ পয়সা; সিঙ্গাপুরের ডলার ক্রয় ৮০ টাকা ১৫ পয়সা, বিক্রয় ৮৩ টাকা ৪০ পয়সা; সৌদি রিয়াল ক্রয় ২৮ টাকা ৮৭ পয়সা, বিক্রয় ২৯ টাকা ১৯ পয়সা; কানাডিয়ান ডলার ক্রয় ৭৯ টাকা ৮৪ পয়সা, বিক্রয় ৮০ টাকা ৫৫ পয়সা ও অস্ট্রেলিয়ান ডলার ক্রয় ৬৯ টাকা ৯৩ পয়সা, বিক্রয় ৭১ টাকা ৫৭ পয়সা। আগস্ট ২০২৪: মার্কিন ডলার ক্রয় ১১৭, বিক্রয় ১১৮ টাকা; ইউরোপীয় ইউরো ক্রয় ১২৭ টাকা ৭১ পয়সা, বিক্রয় ১৩৩ টাকা ৫৮ পয়সা; ব্রিটেনের পাউন্ড ক্রয় ১৪৯ টাকা ২২ পয়সা, বিক্রয় ১৫২ টাকা ৫৯ পয়সা; ভারতীয় রুপি ক্রয় ১ টাকা ৩৬ পয়সা, বিক্রয় ১ টাকা ৪১ পয়সা; মালয়েশিয়ান রিঙ্গিত ক্রয় ২৬ টাকা ৩৪ পয়সা, বিক্রয় ২৬ টাকা ৬৫ পয়সা; সিঙ্গাপুরের ডলার ক্রয় ৮৭ টাকা ৭৭ পয়সা ও অস্ট্রেলিয়ান ডলার ক্রয় ৭৭ টাকা ৫২ পয়সা, বিক্রয় ৭৯ টাকা ২০ পয়সা।	[439, 302, 575, 951]
story-dateline: প্রথম পৃষ্ঠার পর	[8, 583, 60, 594]
logo-daily-label: দৈনিক	[746, 21, 774, 34]
story-headline: বাংলাদেশের শুল্কমুক্ত	[732, 536, 856, 554]
story	[152, 682, 288, 1116]
story	[8, 91, 144, 554]
column-5	[583, 84, 719, 2379]
lost-notice-box	[726, 2312, 862, 2538]
story-headline: শহীদদের রক্তের সঙ্গে	[589, 731, 712, 750]
story-body: কলাবাগান থানা পুলিশ ঘটনাস্থলে উপস্থিত হয়ে বিক্ষোভের আলামত নিয়ে যায়। শেখ মুজিবুর রহমানের মৃত্যুবার্ষিকীকে ঘিরে বৃহস্পতিবার (১৪ আগস্ট) সন্ধ্যার পর থেকে ধানমন্ডি ৩২ নম্বরে উত্তেজনা বিরাজ করতে দেখা যায়। সেখানে ভাঙচুর হতে ও শুক্রবার সকালে গুঞ্জনের সারাদিন শেখ মুজিবকে শ্রদ্ধা জানাতে আসা অনেকে স্থানীয় বিভিন্ন নেতাকর্মীদের হাতে হেনস্তার শিকার হন।	[582, 145, 719, 276]
page-columns	[0, 78, 870, 2558]
story-body: নির্মিত হয়েছে। উদ্বোধনের পর থেকে এই পাইপলাইন ব্যবহার করে তিনটি তেল বিপণন কোম্পানি জ্বালানি তেল সরবরাহ করছে। চট্টগ্রাম থেকে কুমিল্লার বরুড়া হয়ে তেল যাবে নারায়ণগঞ্জের গোদনাইল ও ঢাকার ফতুল্লায়। কুমিল্লার বরুড়ায় স্থাপন করা হয়েছে সর্বাধুনিক প্রযুক্তিসম্পন্ন অটোমেটেড ডিপো। এই ডিপো থেকে চাঁদপুর, ব্রাহ্মণবাড়িয়া ও সন্নিহিত অঞ্চলের প্রয়োজনীয় তেল সরবরাহ করা হবে। ডিপোতে তেল গ্রহণ ও সরবরাহ সব কিছু নিয়ন্ত্রিত হবে কম্পিউটারাইজড প্রযুক্তিতে। তেলের ওজন, তাপমাত্রা এবং সরবরাহ পুরোপুরি নিয়ন্ত্রিত ও মনিটর করা হবে। বিপিসি সূত্র জানায়, দেশের চাহিদার ৭০ লাখ টনের অন্তত ৩০ লাখ টন ব্যবহার হয় ঢাকা ও কুমিল্লা অঞ্চলে। এসব তেল বেশির ভাগ বেসরকারি অয়েল ট্যাংকারের মাধ্যমে নৌপথে পরিবাহিত হয়। এতে কোটি কোটি টাকার তেল চুরি ও অনিয়ম ঘটে। ট্যাংকারের পরিবহনের ক্ষেত্রে শূন্য দশমিক ১৭ শতাংশ সিস্টেম লস বিপিসি মেনে নেয়। বছর শেষে এই ক্ষতি বিশাল অঙ্কে দাঁড়ায়। পাইপলাইন নির্মাণের মূল উদ্দেশ্য ছিল এই সিস্টেম লস ও চুরি কমানো। পাইপলাইনের মাধ্যমে প্রতি ঘণ্টায় ৩৫০ মেট্রিক টন এবং বছরে সর্বোচ্চ ৫ মিলিয়ন মেট্রিক টন তেল পরিবহন সম্ভব হবে। আগে নৌপথে ট্যাংকারে নিতে লাগত ৪৮ ঘণ্টা, এখন সময় কমে ১২ ঘণ্টা। ফলে বিপিসির বার্ষিক পরিবহন খরচ ৩২৬ কোটি টাকা থেকে নেমে আসবে মাত্র ৯০ কোটি টাকায়।	[726, 1111, 863, 1544]
story	[152, 236, 288, 675]
story	[8, 833, 144, 1067]
story-body: ইনচার্জ মোশাররফ হোসেনের কাছে সুপারিশ করে নতুনকে ডিজেল ডেলিভারি পয়েন্টে মোতায়েন করান। মোশাররফকে বদলি করার পর নতুন ডিপো ইনচার্জ হিসেবে মাহবুবুর রহমান দায়িত্ব গ্রহণ করেন। নতুন ইনচার্জের সঙ্গে অ্যাসিস্ট্যান্ট ম্যানেজার মোঃ মাসুদ হাসানের সখ্যতার কারণে ডেলিভারি পয়েন্ট এবং তেলের ট্যাংকের পরিমাপের দায়িত্ব তাকে দেওয়া হয়। এই সুবাদে মাসুদ হাসান বেপরোয়া হয়ে ওঠেন। তিনি তার বিশ্বস্ত মিটারম্যান নবুদকে দিয়ে অতিরিক্ত চোরাই তেল বিক্রি করান। এ ব্যাপারে মিটারম্যান নবুদের সাথে মোবাইল ফোনে যোগাযোগ করা হলে তিনি অতিরিক্ত ২ হাজার ২৫০ লিটার ডিজেল নেওয়ার কথা স্বীকার করলেও কার নামে ইনভয়েস হয়েছে তা তিনি বলেননি। অ্যাসিস্ট্যান্ট ম্যানেজার মোঃ মাসুদ হাসানের সাথে মোবাইল ফোনে যোগাযোগ করা হলে তিনি ফোন রিসিভ করলেও সাংবাদিক পরিচয় পাওয়ার পর তিনি কোনো কথা না বলে লাইন কেটে দেন। কিছুক্ষণ পর তিনি ফোন ব্যাক করে উপরোক্ত বিষয়টি জানতে চাইলে অফিসে তার সাথে দেখা করার অনুরোধ করেন। এ ব্যাপারে বাংলাদেশ পেট্রোলিয়াম ডিলারস ডিস্ট্রিবিউটরস এজেন্ট অ্যান্ড পেট্রোল পাম্প ওনার্স অ্যাসোসিয়েশনের একজন নেতার সাথে যোগাযোগ করলে তিনি এর বিচারীয় তদন্ত দাবি করেন।	[8, 145, 144, 554]
story-dateline: প্রথম পৃষ্ঠার পর	[151, 1964, 204, 1975]
story-continuation	[295, 84, 431, 819]
story-headline: ন্যায়বিচার ও মানবাধিকার	[182, 234, 257, 270]
story	[8, 1074, 144, 1255]
story-dateline: শেষ পৃষ্ঠার পর	[439, 980, 487, 991]
story-dateline: শেষ পৃষ্ঠার পর	[726, 130, 775, 141]
page-number: ২	[13, 34, 31, 64]
story-body: থেকে বেড়ে ৩৯ রুপিতে পৌঁছেছে। এছাড়া মিনিকেট ৪৯ রুপি থেকে বেড়ে ৫৫ রুপি, বস্তা চাল ৩৬-৩৭ রুপি থেকে বেড়ে ৪১-৪২ রুপি এবং সোনা মসুরি ৫২ রুপি থেকে বেড়ে ৫৬ রুপি কেজিতে বিক্রি হচ্ছে। দেশটির চাল রপ্তানি ও বিপণন প্রতিষ্ঠান রাইসভিলার প্রধান নির্বাহী কর্মকর্তা (সিইও) সুবাস আগরওয়াল বলেন, বাংলাদেশের জাতীয় রাজস্ব বোর্ড বুধবার দুপুরে আমদানি শুল্ক প্রত্যাহারের ঘোষণা দেওয়ার পর সেদিন রাত থেকেই ভারত থেকে চালের ট্রাক বাংলাদেশে ঢুকতে শুরু করেছে। তিনি বলেন, ''খরচ ও পরিবহনজনিত দিক বিবেচনায় পেট্রাপোল-বেনাপোল সীমান্ত দিয়ে চাল রপ্তানি করাই সুবিধাজনক। সে কারণে উত্তরপ্রদেশ ও দক্ষিণ ভারতের কারখানা মালিকরাও এই স্থলপথেই বাংলাদেশে চাল রপ্তানি করছেন।'' স্বর্ণা চালের চাহিদা সারা ভারতে রয়েছে। অন্যদিকে, পূর্ব ও উত্তর-পূর্ব ভারতে মিনিকেট চালের জনপ্রিয়তা আছে। এছাড়া উত্তর ভারতে বেশি খাওয়া হয় বস্তা চাল। আর সোনা মসুরি দক্ষিণ ভারতের বাসিন্দাদের অন্যতম প্রধান পছন্দ। দেশের অভ্যন্তরীণ বাজারে স্থিতিশীল রাখা ও মূল্যস্ফীতি থেকে ভোক্তাদের স্বস্তি দেওয়ার লক্ষ্যে চাল আমদানির শুল্ক প্রত্যাহারের ঘোষণা দিয়েছে বাংলাদেশ সরকার। ২০২৪-২০২৫ অর্থবছরে বাংলাদেশে চালের দাম ১৬ শতাংশ বেড়েছে। অন্তর্বর্তী চাহিদা মেটাতে ওই অর্থবছরে ১৩ লাখ টন চাল আমদানি করতে হয়েছিল বাংলাদেশকে। অন্ধ্রপ্রদেশের চালকল মালিক নি কে রাও বলেন, ''আমার ট্রাকগুলো বৃহস্পতিবার সকালে বাংলাদেশের উদ্দেশে রওনা দিয়েছে।'' সূত্র: ইকোনমিক টাইমস।	[726, 574, 863, 1067]
column-1	[8, 84, 144, 2360]
story-headline: হজ কার্যক্রমে অংশগ্রহণের	[612, 1769, 689, 1805]
story-dateline: প্রথম পৃষ্ঠার পর	[8, 1513, 60, 1524]
story-headline: 'বৃহত্তর ইসরায়েল' পরিকল্পনা	[742, 90, 846, 126]
story-continuation	[152, 84, 288, 229]
story-headline: সহকারী প্রাথমিক শিক্ষা	[153, 1940, 286, 1959]
story	[295, 2050, 431, 2393]
notice-body: আমি আবু বক্কর ছিদ্দিক ইরফান, আমার এস.এস.সি এবং এইচ.এস.সি পরীক্ষার সার্টিফিকেট হারিয়ে যায়। যাহার এস.এস.সি পরীক্ষা-২০১৮ রেজিস্ট্রেশন নং-১৫১৪৮৭৩৬৭২/২০১৬-২০১৭, রোল নং-১০৫৪৩৪ এবং এইচ.এস.সি পরীক্ষা-২০২০ রেজিস্ট্রেশন নং-১৫১৪৮৭১৬৭২, রোল নং-১০৪৫৯৬। যাহা ক্ষেত্রমণি থানার জিডি নং-১৪৫৫ ও ১৪৬২, তারিখ: ১৬/০৮/২৫ইং।	[734, 2368, 855, 2527]
story-body: চিকুনগুনিয়ায় আক্রান্ত রোগীর সংখ্যা সবচেয়ে বেশি এই থানা এলাকায়। বিভিন্ন গ্রাম ও হাসপাতাল থেকে প্রাপ্ত তথ্যে তা জানা গেছে। ডেঙ্গু ও চিকুনগুনিয়ায় আক্রান্ত রোগীর ঝুঁকিপূর্ণ এলাকার মধ্যে রয়েছে— হালিশহর, বন্দর, বায়েজিদ, আগ্রাবাদ, চকবাজার ও পতেঙ্গা। এই এলাকাগুলোতে চট্টগ্রাম সিটি করপোরেশনের উদ্যোগে মশকনিধন ক্রাশ প্রোগ্রামের আওতায় নগরে ও বিমানে মশার ওষুধ ছিটানোর জন্য বলা হয়েছে। অথচ বাস্তবে সিটি করপোরেশনের কর্মীদের দিনে দুইবার দেখা যাচ্ছে না বলে অভিযোগ স্থানীয়দের। এদিকে, চট্টগ্রামে গেলো জুলাই মাসে এবং চলমান আগস্ট মাসে ডেঙ্গু ও চিকুনগুনিয়ার ভয়াবহ রূপ দেখছে চট্টগ্রামের মানুষ। এর মধ্যে গেলো জুলাই মাসে ৪৩০ জন ডেঙ্গুতে আক্রান্ত এবং মারা গেছেন ৭ জন। চলতি আগস্টে এখন পর্যন্ত ২৮৪ জন আক্রান্তসহ ৫ জন মারা গেছেন। অথচ গেলো বছর ২০২৪ সালের জুলাই মাসে ১৯৮ জন আক্রান্তসহ ১ জন মারা গেছেন এবং ওই বছরের পুরো আগস্ট মাসে ২৫২ জন আক্রান্তসহ ১ জন মারা যান। অপরদিকে শুধু চিকুনগুনিয়ায় আক্রান্ত রোগীর সংখ্যা চলতি মাসের প্রথম ১৫ দিনে এক হাজার ছাড়িয়েছে। তবে গেলো বছরের চিকুনগুনিয়ার তথ্য নেই জেলা সিভিল সার্জন কার্যালয়ে। চট্টগ্রাম জেলা সিভিল সার্জন ডা. জাহাঙ্গীর আলম চৌধুরী বলেন, চট্টগ্রামে ডেঙ্গু এবং চিকুনগুনিয়ায় আক্রান্ত রোগীর হার অত্যন্ত বেশি। তবে সরকারি হাসপাতালগুলোতে ডেঙ্গু রোগ নির্ণয়ের কিট থাকলেও চিকুনগুনিয়া রোগ নির্ণয়ের কিট মজুত নেই। চিকুনগুনিয়া পরীক্ষার কিটের চাহিদা চেয়ে স্বাস্থ্য অধিদফতরে চিঠি দেওয়া হলেও এখন পর্যন্ত আসেনি। গত ২৮ জুলাই স্বাস্থ্য অধিদফতরে চট্টগ্রাম জেলা সিভিল সার্জন ডা. জাহাঙ্গীর আলম চৌধুরী স্বাক্ষরিত চিঠিতে বলা হয়, চট্টগ্রাম জেলায় বর্তমানে ডেঙ্গু ও চিকুনগুনিয়া রোগের প্রাদুর্ভাব দিন দিন বেড়েই চলেছে। বর্তমানে শিবিরসহ অধিকাংশ চট্টগ্রামের জনসাধারণ ডেঙ্গু ও চিকুনগুনিয়ায় আক্রান্ত হয়ে অনেকেই হাসপাতালে ভর্তি হয়ে চিকিৎসা নিচ্ছেন। গত ২৮ জুলাই পর্যন্ত মোট ৮২৭ ডেঙ্গু রোগী, ৮০৩ জন চিকুনগুনিয়া রোগী চট্টগ্রাম জেলার বিভিন্ন হাসপাতালে চিকিৎসা নিয়েছেন। চট্টগ্রাম মেডিকেল কলেজ হাসপাতাল ল্যাবরেটরি, ২৫০ শয্যাবিশিষ্ট চট্টগ্রাম জেনারেল হাসপাতাল, বাংলাদেশ ইনস্টিটিউট অব ইনফেকশাস ডিজিজেস (বিআইটিআইডি) পিসিআর (আরটি-পিসিআর) ল্যাব থাকলেও চিকুনগুনিয়া পরীক্ষার কিট না থাকায় সরকারি পর্যায়ে রোগ নির্ণয় করা সম্ভব হচ্ছে না। চট্টগ্রাম মেডিকেল কলেজ হাসপাতাল ল্যাবরেটরিতে র‍্যাপিড টেস্ট কিট (স্ক্রীনিংয়ে সংগৃহীত) চালু থাকলেও উপজেলা পর্যন্ত এই পরীক্ষা করা সম্ভব হচ্ছে না। চিকুনগুনিয়া প্রাদুর্ভাব মোকাবিলায় রোগ নির্ণয়ের জন্য জরুরিভিত্তিতে প্রয়োজনীয় সংখ্যক র‍্যাপিড টেস্ট কিট সরবরাহের জন্য প্রয়োজনীয় ব্যবস্থা গ্রহণের জন্য বিশেষ অনুরোধ করা হলো। এদিকে, গত ২৮ জুলাই স্বাস্থ্য অধিদফতরে পাঠানো চিঠিতে ওই দিন পর্যন্ত আক্রান্ত ডেঙ্গু রোগী ছিল ৮২৭ এবং চিকুনগুনিয়া রোগী ছিল ৮০৩ জন। গত শুক্রবার সিভিল সার্জন কার্যালয়ের পরিসংখ্যানে বলা হয়, ওই দিন পর্যন্ত ডেঙ্গুতে আক্রান্ত রোগীর সংখ্যা ১ হাজার ১৫৯ জন এবং চিকুনগুনিয়ায় আক্রান্ত রোগীর সংখ্যা ১ হাজার ৯৫৭ জন। অর্থাৎ স্বাস্থ্য অধিদফতরে চিঠি পাঠানোর পর গত ১৮ দিনে ডেঙ্গু আক্রান্ত শনাক্ত হয় ৩৩২ জন এবং চিকুনগুনিয়ায় আক্রান্ত শনাক্ত হয়েছে ১ হাজার ১৫৪ জন। চট্টগ্রাম মেডিকেল কলেজ হাসপাতালের মেডিসিন বিভাগের সহযোগী অধ্যাপক ডা. আব্দুর রব বলেন, জুলাই-আগস্টের এই ঊর্ধ্বগতি ইঙ্গিত দিচ্ছে, নিয়ন্ত্রণ কৌশল বদলের কার্যকর হয়নি। বিশেষ করে বর্ষার শুরুতেই যদি মশা নিয়ন্ত্রণে জোর দেওয়া যেতো, এ পরিস্থিতি কিছুটা হলেও কমানো সম্ভব হতো।	[295, 863, 432, 2042]
story-body: এই সময় এখানে কেন? পরে রাল্লির সঙ্গে মুন্না ও হামলার বাগবিতণ্ডা হয়। এক পর্যায়ে মুন্না খারাপো চাকু নিয়ে রাল্লিকে উপর্যুপরি আঘাত করে, লাঠি দিয়ে আঘাত করে হামলা। পরে তারা পালিয়ে যায়। রক্তাক্ত অবস্থায় আশপাশের লোকজন এসে কুর্মিটোলা জেনারেল হাসপাতালে নিয়ে গেলে কর্তব্যরত চিকিৎসক তাকে মৃত ঘোষণা করেন। র‍্যাব-১ এর অধিনায়ক বলেন, এ ঘটনা মিডিয়ায় ব্যাপক প্রচারিত হয়। পরে অভিযুক্তদের গ্রেফতারে র‍্যাব-১ এর অভিযানিক দল ছায়া তদন্ত শুরু করে। গত শুক্রবার তথ্য প্রযুক্তির সহায়তায় কুমিল্লার কসবা থেকে হামলাকে গ্রেফতার করে র‍্যাব-১ এর অভিযানিক দল। জিজ্ঞাসাবাদে তার কাছ থেকে পাওয়া তথ্যের ভিত্তিতে বরগুনা থানার ঘামরয়া এলাকা থেকে হত্যাকে গ্রেফতার করা হয়। লে. কর্নেল আশিকুর রহমান আরও বলেন, গ্রেফতার ব্যক্তিদের জিজ্ঞাসাবাদ ও তাদের দেওয়া তথ্যের ভিত্তিতে মোহাম্মদপুরের রাজিয়া সুলতানা রোড এলাকা থেকে হত্যায় ব্যবহৃত একটি সুইচ গিয়ার চাকু উদ্ধার করা হয়।	[582, 1451, 719, 1763]
story	[439, 959, 575, 1778]
page-number-badge	[8, 29, 36, 71]
story-dateline: প্রথম পৃষ্ঠার পর	[8, 1797, 60, 1808]
story-dateline: প্রথম পৃষ্ঠার পর	[439, 287, 491, 298]
date-line: রবিবার ■ ১৭ আগস্ট ২০২৫ ■ ২ ভাদ্র ১৪৩২ বাংলা	[58, 41, 308, 56]
story-body: অগ্রণী ভূমিকা পালন করে থাকেন। ১৯৯৪ সালে সংশোধিত নিয়োগবিধি অনুযায়ী পদটি ১০ম গ্রেডে উন্নীত করা হয়। তার অধীন সরকারি প্রাথমিক বিদ্যালয়ের প্রধান শিক্ষক পদটি তৎকালীন ১৭তম গ্রেডে এবং সহকারী শিক্ষক পদটি ১৮তম গ্রেডে ছিল। প্রধান শিক্ষক পদটি কয়েক দফায় উন্নীত হয়ে ২০১৪ সালে ১১তম গ্রেডে এবং সম্প্রতি উচ্চতর আদালতের রায়ে ১০ম গ্রেডে উন্নীত করার নকল প্রক্রিয়া সমাপ্তির পথে। সহকারী শিক্ষক পদটি চার দফায় উন্নীত হয়ে ২০২০ সালে ১৩তম গ্রেডভুক্ত হয়। ইতোমধ্যে এই দপ্তরের জেলা প্রাথমিক শিক্ষা অফিসার ও পিটিআই সুপারিনটেনডেন্ট পদটি ৯ম গ্রেড থেকে ৬ষ্ঠ গ্রেডে এবং পিটিআই ইন্সট্রাক্টর পদটি দ্বিতীয় শ্রেণি থেকে প্রথম শ্রেণি (৯ম গ্রেড) উন্নীত করা হয়েছে। এ ছাড়াও উপজেলা পর্যায়ের অন্যান্য দপ্তরের সমগ্রেডের কর্মকর্তারা ১০ম গ্রেড থেকে ৯ম গ্রেডে উন্নীত হয়েছেন। কিন্তু দীর্ঘ ৩১ বছর ধরে উপজেলা/থানা সহকারী প্রাথমিক শিক্ষা অফিসার পদটি ১০ম গ্রেডেই অপরিবর্তিত রয়েছে। যা আমাদের জন্য চরম হতাশাজনক ও বৈষম্যমূলক বলে আমরা মনে করি।	[151, 1979, 288, 2327]
logo-name: জনদর্পণ	[746, 31, 861, 72]
story	[583, 1770, 719, 2064]
story-body: চলাকালে চিন্ময় কৃষ্ণ দাসের নামে প্ল্যাকার্ড নিয়ে অসংখ্য ভক্তবৃন্দকে আসরের হেফাজতে নেওয়া হয়েছে। তাদের যাচাই-বাছাই ও জিজ্ঞাসাবাদ করে পরবর্তী আইনি পদক্ষেপ নেওয়া হবে। গত বছরের ৩১ অক্টোবর চট্টগ্রাম নগরের চান্দগাঁও মোহরা ওয়ার্ড বিএনপির তৎকালীন সাধারণ সম্পাদক ফিরোজ খান বাদী হয়ে কোতোয়ালি থানায় চিন্ময় কৃষ্ণ দাস প্রমুখসহ ১৯ জনের বিরুদ্ধে জাতীয় পতাকা অবমাননাসহ রাষ্ট্রদ্রোহের অভিযোগে মামলা করেন। পরে ফিরোজ খানকে বিএনপি থেকে অব্যাহতি দেওয়া হয়। এ মামলায় চিন্ময় কৃষ্ণকে গত ২৫ নভেম্বর ঢাকা থেকে গ্রেফতার করা হয়। গত ২৬ নভেম্বর নগরের আদালত চত্বরে চিন্ময় দাসের জামিনকে কেন্দ্র করে আইনজীবী সাইফুল ইসলামকে পিটিয়ে ও কুপিয়ে হত্যা করা হয়।	[8, 1528, 144, 1768]
story	[726, 1074, 862, 1544]
notice-body: আমি মোহাম্মদ হেমায়েত, আমার ছেলে মোঃ শাহরিয়ার হাসান এর চট্টগ্রাম শিক্ষা বোর্ডের অধীনে তাহার জে.এস.সি পরীক্ষা - ২০২১ ও এস.এস.সি পরীক্ষা- ২০২৪ এর সার্টিফিকেট সহ সকল ডকুমেন্টে আমার ছেলের পিতার সঠিক নাম - মোহাম্মদ হেমায়েত (Mohammad Hamayat) ও আমার ছেলের মাতার সঠিক নাম- মোসাঃ ছায়েরা বেগম (Mst. Saera Begum) এর স্থলে ভুলবশতঃ আমার ছেলের পিতার নাম- মোঃ হেমায়েত হাসান (Md. Hamayat Hasan) ও ছেলের মাতার নাম- ছায়েরা খাতুন (Shira khatun) লিপিবদ্ধ হয়। যাহা ১ম শ্রেণির মেট্রোপলিটন ম্যাজিস্ট্রেট আদালত, চট্টগ্রামে গত ১৪/০৮/২৫ইং তারিখে ৭৬৪৫/২৫নং হলফনামা মূলে সংশোধন করি।	[734, 1610, 855, 1881]
story-dateline: শেষ পৃষ্ঠার পর	[582, 2094, 631, 2105]
story-dateline: প্রথম পৃষ্ঠার পর	[8, 1284, 60, 1295]
story-body: থাকেন। তার ভিতরে ঢুকে দুর্বৃত্তরা এগিয়ে এসে ঘটনাটি রূপসা থানাকে অবগত করে। খবর পেয়ে পুলিশ ঘটনাস্থলে পৌঁছায়। জানা যায়, ওই ব্যাংকে প্রায় ২৩ লাখ টাকা ছিল। সেখান থেকে ১৩ লাখ টাকা খোয়া গেছে। রূপসা থানার ওসি মোহাম্মদ মাহফুজুর রহমান বলেন, বৃহস্পতিবার বিকেলে ব্যাংক বন্ধ হয়। ওই দিন থেকে গত শুক্রবার রাত সাড়ে ১০টার মধ্যে যেকোনো সময়ে ঘটনাটি ঘটতে পারে। ব্যাংক এবং আশপাশের সিসি ফুটেজ সংগ্রহ করেছি। সেগুলোর চুলচেরা বিশ্লেষণ করা হচ্ছে। এ ঘটনার সঙ্গে যেই জড়িত থাকুক না কেন, তাদের কোনও প্রকার ছাড় দেওয়া হবে না। তবে রাতে ব্যাংকের কোনও প্রহরী ছিল না। এ সুযোগ বুঝে দুর্বৃত্তরা ঘটনাটি ঘটিয়েছে।	[8, 598, 144, 826]
story-dateline: প্রথম পৃষ্ঠার পর	[295, 848, 347, 859]
story-body: ভোট বা মেজর কাউন্টার হিসেবে হেফাজতে ইসলামকে কাছে টানছে বিএনপি। জাতীয় নির্বাচন সামনে রেখে চট্টগ্রামের হাটহাজারী মাদরাসাকেন্দ্রিক এ ইসলামি সংগঠনটিকে অত্যন্ত গুরুত্ব দিচ্ছে বিএনপি। ইতোমধ্যে হেফাজতের সঙ্গে অনেকটা বোঝাপড়াও হয়ে গেছে তাদের। সংগঠনের সিনিয়র নেতাদের সঙ্গে সার্বক্ষণিক যোগাযোগ রাখার জন্য বিএনপির জাতীয় ছাত্রী কমিটির সদস্য প্রভাবশালী নেতার নেতৃত্বে টিম গঠন করা হয়েছে। ছাত্রী কমিটির সদস্য নুরুল ইসলাম খন ও নাগাইডমিন আহমেদ এ ক্ষেত্রে নেতৃত্ব দিচ্ছেন। আর বিষয়টি ক্লোজ মনিটরিং করছেন দলের হাইকমান্ড তারেক রহমান নিজে। এ বিষয়ে বিএনপির ছাত্রী কমিটির সদস্য গৌরবের চন্দ্র রায় বলেন, 'আগামী সংসদ নির্বাচন বানচালের ষড়যন্ত্র হচ্ছে। এ ব্যাপারে প্রত্যেক নেতা-কর্মীকে সতর্ক থাকতে হবে। কোনোরকমের পাতানো ফাঁদে পা দেওয়া যাবে না।' বিএনপির জাতীয় কমিটির সদস্য নাগাইডমিন আহমেদ বাংলাদেশ প্রতিনিধিকে বলেন, 'বিএনপি কারও উসকানিতে পা দেবে না। সবকিছু ধৈর্যের সঙ্গে মোকাবিলা করবে। কারণ বিএনপি মানুষের ভোটাধিকার পুনরুদ্ধারসহ গণতন্ত্র প্রতিষ্ঠায় বদ্ধপরিকর। প্রধান উপদেষ্টা ড. মুহাম্মদ ইউনূসের ঘোষিত সময়ে জাতীয় নির্বাচন অনুষ্ঠানে সর্বাত্মক সহযোগিতা করবে বিএনপি। কেউ কেউ নির্বাচন বিলম্বিত বা বিঘ্নিত করার চেষ্টা করতে পারে। কিন্তু এ দেশের জনগণ তাদের তা ঐক্যবদ্ধভাবে প্রতিহত করবে।' অন্যদিকে ঢাকা বিশ্ববিদ্যালয়ের ছাত্র সংসদ (ডাকসু) নির্বাচন ইস্যুতে একটা ঘোলাটে রাজনৈতিক পরিস্থিতি সৃষ্টি করতে চাচ্ছে একটি পক্ষ। 'রাতের বেলায় সাধারণ ছাত্রের ব্যাগের ভিতরে বিভিন্ন হলে ঢুকে নেওয়া, ভাইস চ্যান্সেলরকে দিয়ে ছাত্ররাজনীতি নিষিদ্ধ ঘোষণা করানো' এসব কর্মকাণ্ডের মধ্য দিয়ে গণতান্ত্রিক রাজনৈতিক পরিবেশ বিঘ্নিত করার মাধ্যমে নির্বাচন বানচালের চেষ্টা হচ্ছে বলে অভিযোগ উঠেছে। এ প্রসঙ্গে জাতীয়তাবাদী ছাত্রদলের সাধারণ সম্পাদক নাসির উদ্দিন নাসির বলেন, 'অনেক চেষ্টা চলছে রাজনৈতিক ও নির্বাচনের পরিবেশ নষ্ট করার। ফেব্রুয়ারিতে যাতে নির্বাচন অনুষ্ঠান না হয় এমনভাবে পরিকল্পিতভাবে একটার পর একটা অপচেষ্টা চালানো হচ্ছে। এমনকি পায়ে পাড়া দিয়ে ঝগড়া বাধানোর চেষ্টা চলছে। কিন্তু আমরা সর্বোচ্চ ধৈর্যের পরিচয় দিচ্ছি। আমাদের নেতা-কর্মীদের কেউ যাতে কারও কোনো পাতানো ফাঁদে পা না দেন, সেজন্য তাদের প্রতি ইতোমধ্যে পরিবার নির্দেশনা দেওয়া হয়েছে। আমাদের সংগঠনের আমির মাওলানা মুহিবুল্লাহ বাবুনগরী সাহেবের সঙ্গে সাক্ষাৎ করে দোয়া নিয়ে গেছেন।'	[439, 995, 575, 1777]
story-headline: চট্টগ্রামে ১৫ দিনে	[311, 824, 415, 843]
story-headline: ফাঁদে পা দেবে না	[457, 957, 557, 976]
story-dateline: শেষ পৃষ্ঠার পর	[439, 1807, 487, 1818]
